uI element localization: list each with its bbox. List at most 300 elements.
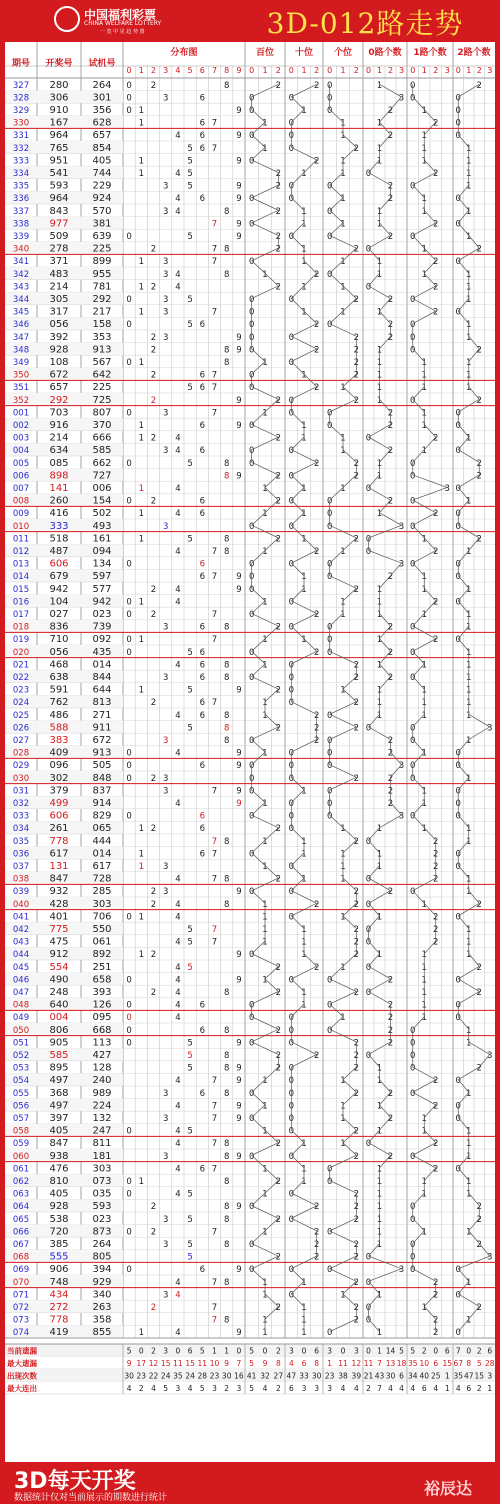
draw-number: 588 [49,722,69,734]
count-mark: 1 [466,1277,472,1288]
stat-value: 24 [160,1371,171,1381]
distribution-digit: 4 [175,1139,181,1150]
count-mark: 2 [387,1114,394,1124]
distribution-digit: 9 [236,395,242,406]
route-mark: 0 [288,232,295,242]
test-number: 913 [92,747,112,759]
test-number: 353 [92,331,112,343]
route-mark: 1 [340,1101,346,1112]
distribution-digit: 6 [199,446,206,457]
count-mark: 2 [387,1151,394,1162]
stat-value: 4 [399,1384,404,1393]
count-mark: 1 [376,206,383,217]
count-mark: 1 [466,1139,472,1150]
distribution-digit: 7 [211,698,218,709]
distribution-digit: 8 [223,1025,230,1036]
test-number: 873 [92,1226,112,1238]
test-number: 113 [92,1037,112,1049]
route-mark: 0 [326,1164,333,1175]
distribution-digit: 5 [187,232,193,242]
distribution-digit: 8 [223,1315,230,1326]
count-subheader: 3 [398,66,405,75]
test-number: 658 [92,974,112,986]
route-mark: 1 [340,131,346,142]
test-number: 035 [92,1188,112,1200]
count-mark: 0 [455,572,461,583]
distribution-digit: 1 [138,912,145,923]
count-mark: 1 [466,925,472,935]
footer-author: 裕辰达 [424,1479,473,1498]
distribution-digit: 4 [175,874,181,885]
stat-value: 35 [407,1359,418,1368]
route-mark: 1 [340,547,346,557]
draw-number: 379 [49,785,69,797]
count-mark: 1 [466,1177,472,1187]
count-subheader: 0 [410,66,416,75]
draw-number: 419 [49,1327,69,1339]
count-mark: 0 [455,1265,461,1276]
count-subheader: 2 [433,66,439,75]
route-mark: 1 [340,962,346,973]
draw-number: 847 [49,1138,69,1150]
distribution-digit: 6 [199,660,206,671]
count-mark: 2 [433,282,439,293]
distribution-digit: 7 [211,786,218,797]
period-number: 010 [12,521,30,532]
stat-value: 5 [249,1384,255,1393]
count-subheader: 3 [487,66,493,75]
stat-value: 5 [410,1346,416,1356]
route-mark: 1 [262,899,268,910]
draw-number: 554 [49,961,69,973]
distribution-digit: 8 [223,673,230,683]
period-number: 345 [12,307,30,318]
distribution-digit: 8 [223,874,230,885]
test-number: 154 [92,495,112,507]
distribution-digit: 0 [126,106,132,116]
route-mark: 0 [248,761,255,772]
route-mark: 0 [288,1214,295,1225]
distribution-digit: 4 [175,962,181,973]
logo-sub: CHINA WELFARE LOTTERY [84,20,162,27]
count-mark: 0 [455,975,461,986]
route-mark: 0 [288,622,295,633]
test-number: 628 [92,117,112,129]
route-mark: 0 [248,421,255,431]
draw-number: 606 [49,558,69,570]
distribution-digit: 8 [223,622,230,633]
count-mark: 0 [365,433,372,444]
count-mark: 2 [433,1076,439,1087]
route-mark: 2 [275,622,282,633]
stat-value: 4 [187,1384,193,1393]
count-mark: 2 [433,912,439,923]
route-subheader: 1 [262,66,268,75]
digit-subheader: 6 [199,66,205,75]
distribution-digit: 9 [236,975,242,986]
count-mark: 2 [433,1277,439,1288]
period-number: 046 [12,975,30,986]
count-mark: 2 [387,572,394,583]
distribution-digit: 9 [236,106,242,116]
distribution-digit: 4 [175,1189,181,1200]
count-mark: 1 [466,383,472,394]
distribution-digit: 9 [236,131,242,142]
column-header: 1路个数 [413,48,447,58]
count-mark: 1 [376,950,383,961]
count-mark: 0 [455,1076,461,1087]
count-mark: 2 [476,1063,482,1074]
distribution-digit: 4 [175,1000,181,1011]
distribution-digit: 5 [187,1126,193,1137]
route-mark: 0 [248,106,255,116]
period-number: 346 [12,320,30,331]
route-mark: 0 [248,1038,255,1049]
stat-value: 34 [407,1371,418,1381]
count-subheader: 1 [466,66,472,75]
period-number: 350 [12,370,30,381]
distribution-digit: 3 [162,408,169,419]
stat-value: 2 [275,1384,281,1393]
digit-subheader: 0 [126,66,132,75]
distribution-digit: 9 [236,1328,242,1339]
route-mark: 1 [340,874,346,885]
distribution-digit: 5 [187,143,193,154]
draw-number: 131 [49,861,69,872]
route-mark: 2 [353,698,360,709]
count-mark: 2 [433,862,439,872]
period-number: 011 [12,534,30,545]
draw-number: 836 [49,621,69,633]
count-mark: 2 [433,433,439,444]
route-mark: 2 [313,156,320,167]
stat-value: 24 [185,1371,195,1381]
distribution-digit: 2 [150,370,157,381]
route-mark: 2 [275,232,282,242]
route-mark: 0 [326,635,333,646]
route-mark: 1 [340,282,346,293]
route-mark: 0 [288,1025,295,1036]
route-mark: 0 [288,496,295,507]
count-mark: 2 [476,471,482,482]
route-mark: 2 [275,206,282,217]
route-mark: 2 [353,836,360,847]
route-mark: 0 [288,1265,295,1276]
stat-value: 18 [396,1359,407,1368]
draw-number: 397 [49,1113,69,1124]
stat-value: 4 [455,1384,461,1393]
stat-value: 7 [455,1346,461,1356]
draw-number: 260 [49,495,69,507]
count-mark: 0 [365,899,372,910]
route-mark: 0 [248,673,255,683]
distribution-digit: 5 [187,937,193,948]
stat-value: 0 [175,1346,181,1356]
draw-number: 928 [49,1201,69,1213]
stat-value: 3 [236,1384,242,1393]
distribution-digit: 7 [211,143,218,154]
distribution-digit: 7 [211,118,218,129]
count-mark: 1 [421,1114,427,1124]
test-number: 126 [92,999,112,1011]
period-number: 349 [12,358,30,368]
count-mark: 0 [455,484,461,494]
draw-number: 762 [49,697,69,709]
draw-number: 778 [49,835,69,847]
distribution-digit: 8 [223,1277,230,1288]
count-mark: 0 [455,194,461,205]
route-mark: 0 [326,93,333,104]
count-mark: 2 [476,244,482,255]
distribution-digit: 0 [126,811,132,822]
distribution-digit: 2 [150,345,157,356]
count-mark: 0 [455,635,461,646]
route-mark: 1 [262,1076,268,1087]
draw-number: 634 [49,445,69,457]
count-mark: 3 [398,811,405,822]
draw-number: 333 [49,520,69,532]
distribution-digit: 0 [126,1189,132,1200]
route-mark: 1 [301,572,307,583]
test-number: 405 [92,155,112,167]
count-mark: 1 [421,156,427,167]
route-mark: 1 [340,484,346,494]
distribution-digit: 5 [187,295,193,305]
count-mark: 1 [376,1214,383,1225]
count-mark: 0 [410,1088,416,1099]
count-mark: 2 [476,80,482,91]
period-number: 058 [12,1126,30,1137]
count-mark: 1 [376,1076,383,1087]
distribution-digit: 4 [175,710,181,721]
route-mark: 2 [353,937,360,948]
count-mark: 2 [387,799,394,809]
route-mark: 2 [275,534,282,545]
test-number: 725 [92,394,112,406]
draw-number: 910 [49,105,69,116]
distribution-digit: 8 [223,80,230,91]
distribution-digit: 4 [175,1101,181,1112]
distribution-digit: 4 [175,799,181,809]
period-number: 070 [12,1277,30,1288]
period-number: 018 [12,622,30,633]
route-mark: 1 [301,534,307,545]
test-number: 065 [92,823,112,835]
distribution-digit: 5 [187,458,193,469]
distribution-digit: 8 [223,1151,230,1162]
digit-subheader: 5 [187,66,193,75]
count-mark: 2 [433,547,439,557]
draw-number: 806 [49,1024,69,1036]
route-mark: 2 [275,395,282,406]
distribution-digit: 2 [150,698,157,709]
count-mark: 1 [376,597,383,608]
count-mark: 2 [433,1290,439,1301]
route-mark: 0 [288,1290,295,1301]
route-mark: 1 [301,635,307,646]
count-mark: 0 [410,773,416,784]
stat-value: 40 [419,1371,430,1381]
route-mark: 2 [313,383,320,394]
distribution-digit: 0 [126,975,132,986]
count-mark: 0 [410,723,416,734]
distribution-digit: 8 [223,1177,230,1187]
count-mark: 0 [410,181,416,192]
route-mark: 2 [313,345,320,356]
draw-number: 027 [49,609,69,620]
count-mark: 1 [376,1189,383,1200]
distribution-digit: 3 [162,1088,169,1099]
digit-subheader: 8 [224,66,230,75]
count-mark: 1 [421,988,427,998]
route-mark: 0 [288,685,295,696]
count-mark: 0 [455,786,461,797]
distribution-digit: 6 [199,370,206,381]
draw-number: 317 [49,306,69,318]
count-mark: 0 [455,118,461,129]
route-mark: 2 [313,647,320,658]
count-mark: 1 [376,610,383,620]
route-mark: 1 [262,925,268,935]
distribution-digit: 5 [187,156,193,167]
test-number: 303 [92,1163,112,1175]
test-number: 955 [92,268,112,280]
count-mark: 1 [376,156,383,167]
stat-value: 25 [430,1371,441,1381]
route-mark: 1 [340,307,346,318]
period-number: 072 [12,1303,30,1313]
route-mark: 2 [313,1051,320,1061]
period-number: 004 [12,446,30,457]
distribution-digit: 4 [175,547,181,557]
route-mark: 0 [288,521,295,532]
trend-board [5,42,495,1462]
distribution-digit: 7 [211,849,218,860]
distribution-digit: 7 [211,1315,218,1326]
distribution-digit: 5 [187,925,193,935]
route-mark: 0 [288,761,295,772]
route-mark: 1 [301,433,307,444]
count-mark: 0 [365,534,372,545]
test-number: 829 [92,810,112,822]
count-mark: 1 [466,1189,472,1200]
draw-number: 905 [49,1037,69,1049]
period-number: 014 [12,572,30,583]
period-number: 071 [12,1290,30,1301]
draw-number: 964 [49,130,69,142]
count-mark: 0 [365,1139,372,1150]
test-number: 092 [92,634,112,646]
period-number: 025 [12,710,30,721]
route-mark: 1 [301,988,307,998]
distribution-digit: 1 [138,169,145,179]
count-mark: 0 [410,471,416,482]
stat-value: 3 [487,1371,493,1381]
distribution-digit: 8 [223,723,230,734]
distribution-digit: 0 [126,320,132,331]
distribution-digit: 1 [138,685,145,696]
route-mark: 0 [288,975,295,986]
count-mark: 1 [376,307,383,318]
count-mark: 1 [376,471,383,482]
period-number: 331 [12,131,30,142]
distribution-digit: 6 [199,647,206,658]
route-mark: 0 [248,559,255,570]
stat-value: 11 [197,1359,208,1368]
count-mark: 1 [421,269,427,280]
route-mark: 0 [248,786,255,797]
route-mark: 0 [326,761,333,772]
test-number: 073 [92,1176,112,1187]
stat-value: 2 [421,1346,427,1356]
distribution-digit: 7 [211,1076,218,1087]
stat-value: 3 [314,1384,320,1393]
draw-number: 778 [49,1314,69,1326]
digit-subheader: 3 [163,66,169,75]
route-mark: 2 [275,1252,282,1263]
test-number: 892 [92,949,112,961]
logo-mark-icon [54,6,80,32]
distribution-digit: 4 [175,1126,181,1137]
draw-number: 401 [49,911,69,923]
route-mark: 0 [326,786,333,797]
count-mark: 1 [376,1126,383,1137]
stat-value: 1 [444,1371,450,1381]
count-mark: 1 [376,118,383,129]
count-mark: 2 [433,597,439,608]
test-number: 014 [92,659,112,671]
draw-number: 497 [49,1075,69,1087]
distribution-digit: 3 [162,206,169,217]
route-mark: 2 [313,1202,320,1213]
draw-number: 416 [49,508,69,520]
route-mark: 0 [326,710,333,721]
count-mark: 0 [410,345,416,356]
count-mark: 0 [455,93,461,104]
count-mark: 2 [387,496,394,507]
distribution-digit: 1 [138,635,145,646]
distribution-digit: 0 [126,597,132,608]
test-number: 023 [92,609,112,620]
stat-value: 15 [474,1371,485,1381]
count-mark: 0 [410,232,416,242]
period-number: 028 [12,748,30,759]
route-mark: 1 [262,799,268,809]
draw-number: 302 [49,772,69,784]
stat-value: 5 [249,1346,255,1356]
distribution-digit: 6 [199,1088,206,1099]
test-number: 989 [92,1087,112,1099]
route-mark: 1 [340,1290,346,1301]
distribution-digit: 3 [162,673,169,683]
test-number: 292 [92,294,112,305]
distribution-digit: 4 [175,748,181,759]
stat-label: 最大连出 [7,1384,37,1393]
route-mark: 0 [248,572,255,583]
count-mark: 1 [466,1038,472,1049]
count-mark: 1 [376,849,383,860]
period-number: 342 [12,269,30,280]
count-mark: 2 [387,194,394,205]
distribution-digit: 9 [236,1063,242,1074]
route-mark: 0 [288,332,295,343]
distribution-digit: 5 [187,169,193,179]
test-number: 807 [92,407,112,419]
distribution-digit: 5 [187,1063,193,1074]
distribution-digit: 8 [223,899,230,910]
count-mark: 2 [387,408,394,419]
draw-number: 775 [49,924,69,935]
